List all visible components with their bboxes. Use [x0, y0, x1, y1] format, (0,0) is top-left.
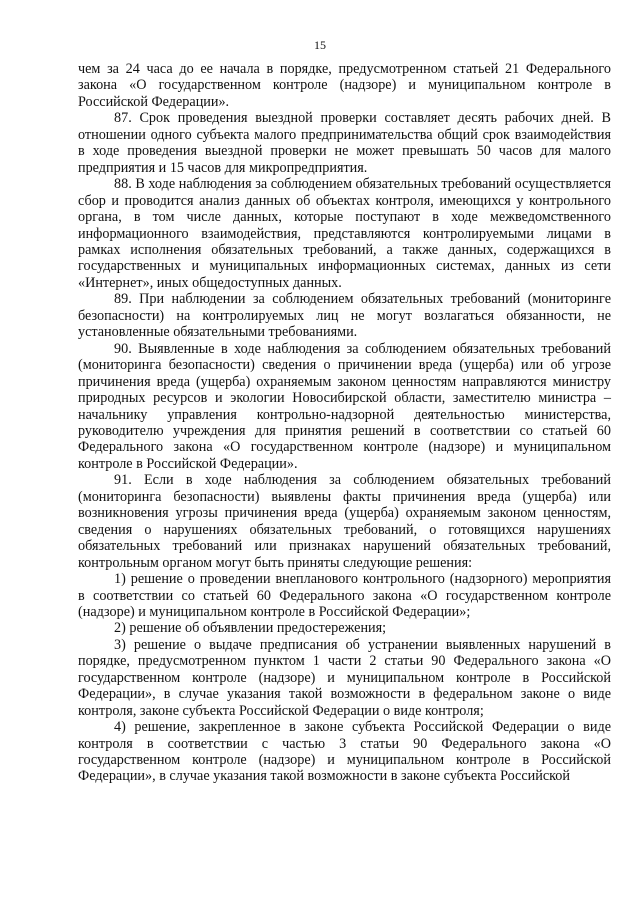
- page-number: 15: [314, 38, 326, 52]
- list-item-1: 1) решение о проведении внепланового контрольного (надзорного) мероприятия в соответствии со статьей 60 Федерального закона «О государственном контроле (надзоре) и муниципальном контроле в Российской Федерации»;: [78, 571, 611, 620]
- list-item-2: 2) решение об объявлении предостережения;: [114, 620, 387, 637]
- paragraph-90: 90. Выявленные в ходе наблюдения за соблюдением обязательных требований (мониторинга безопасности) сведения о причинении вреда (ущерба) или об угрозе причинения вреда (ущерба) охраняемым законом ценностям направляются министру природных ресурсов и экологии Новосибирской области, заместителю министра – начальнику управления контрольно-надзорной деятельностью министерства, руководителю учреждения для принятия решений в соответствии со статьей 60 Федерального закона «О государственном контроле (надзоре) и муниципальном контроле в Российской Федерации».: [78, 340, 611, 472]
- list-item-4: 4) решение, закрепленное в законе субъекта Российской Федерации о виде контроля в соответствии с частью 3 статьи 90 Федерального закона «О государственном контроле (надзоре) и муниципальном контроле в Российской Федерации», в случае указания такой возможности в законе субъекта Российской: [78, 719, 611, 785]
- paragraph-89: 89. При наблюдении за соблюдением обязательных требований (мониторинге безопасности) на контролируемых лиц не могут возлагаться обязанности, не установленные обязательными требованиями.: [78, 291, 611, 341]
- paragraph-88: 88. В ходе наблюдения за соблюдением обязательных требований осуществляется сбор и проводится анализ данных об объектах контроля, имеющихся у контрольного органа, в том числе данных, которые поступают в ходе межведомственного информационного взаимодействия, представляются контролируемыми лицами в рамках исполнения обязательных требований, а также данных, содержащихся в государственных и муниципальных информационных системах, данных из сети «Интернет», иных общедоступных данных.: [78, 176, 611, 291]
- paragraph-87: 87. Срок проведения выездной проверки составляет десять рабочих дней. В отношении одного субъекта малого предпринимательства общий срок взаимодействия в ходе проведения выездной проверки не может превышать 50 часов для малого предприятия и 15 часов для микропредприятия.: [78, 110, 611, 176]
- paragraph-91: 91. Если в ходе наблюдения за соблюдением обязательных требований (мониторинга безопасности) выявлены факты причинения вреда (ущерба) или возникновения угрозы причинения вреда (ущерба) охраняемым законом ценностям, сведения о нарушениях обязательных требований, о готовящихся нарушениях обязательных требований или признаках нарушений обязательных требований, контрольным органом могут быть приняты следующие решения:: [78, 472, 611, 571]
- document-body: [78, 61, 611, 785]
- paragraph-continuation: чем за 24 часа до ее начала в порядке, предусмотренном статьей 21 Федерального закона «О государственном контроле (надзоре) и муниципальном контроле в Российской Федерации».: [78, 61, 611, 110]
- list-item-3: 3) решение о выдаче предписания об устранении выявленных нарушений в порядке, предусмотренном пунктом 1 части 2 статьи 90 Федерального закона «О государственном контроле (надзоре) и муниципальном контроле в Российской Федерации», в случае указания такой возможности в федеральном законе о виде контроля, законе субъекта Российской Федерации о виде контроля;: [78, 636, 611, 719]
